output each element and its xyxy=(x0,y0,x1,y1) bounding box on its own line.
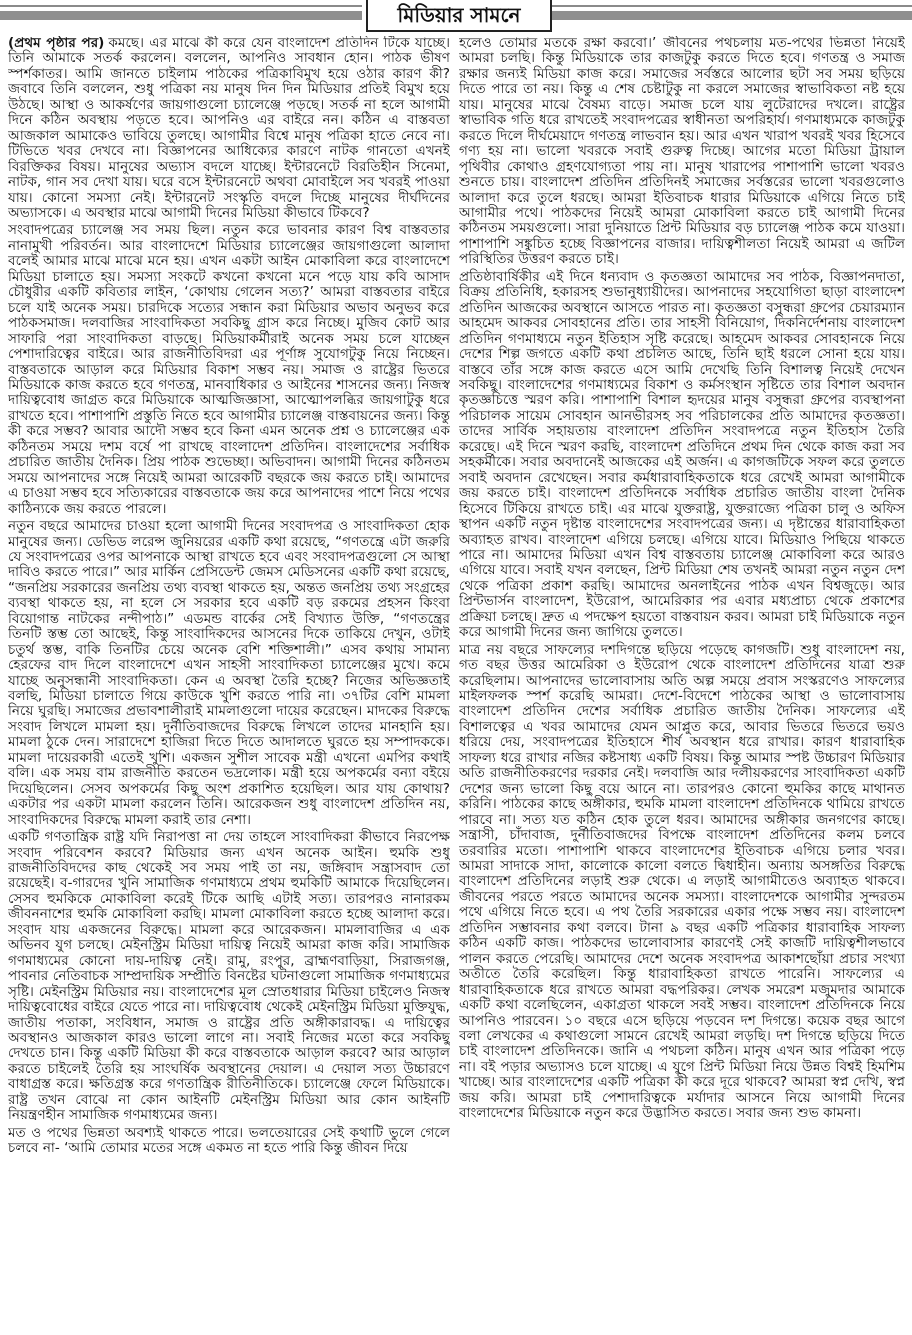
article-paragraph: প্রতিষ্ঠাবার্ষিকীর এই দিনে ধন্যবাদ ও কৃতজ্ঞতা আমাদের সব পাঠক, বিজ্ঞাপনদাতা, বিক্রয় প্রতিনিধি, হকারসহ শুভানুধ্যায়ীদের। আপনাদের সহযোগিতা ছাড়া বাংলাদেশ প্রতিদিন আজকের অবস্থানে আসতে পারত না। কৃতজ্ঞতা বসুন্ধরা গ্রুপের চেয়ারম্যান আহমেদ আকবর সোবহানের প্রতি। তার সাহসী বিনিয়োগ, দিকনির্দেশনায় বাংলাদেশ প্রতিদিন গণমাধ্যমে নতুন ইতিহাস সৃষ্টি করেছে। আহমেদ আকবর সোবহানকে নিয়ে দেশের শিল্প জগতে একটি কথা প্রচলিত আছে, তিনি ছাই ধরলে সোনা হয়ে যায়। বাস্তবে তাঁর সঙ্গে কাজ করতে এসে আমি দেখেছি তিনি বিশালত্ব নিয়েই দেখেন সবকিছু। বাংলাদেশের গণমাধ্যমের বিকাশ ও কর্মসংস্থান সৃষ্টিতে তার বিশাল অবদান কৃতজ্ঞচিত্তে স্মরণ করি। পাশাপাশি বিশাল হৃদয়ের মানুষ বসুন্ধরা গ্রুপের ব্যবস্থাপনা পরিচালক সায়েম সোবহান আনভীরসহ সব পরিচালকের প্রতি আমাদের কৃতজ্ঞতা। তাদের সার্বিক সহায়তায় বাংলাদেশ প্রতিদিন সংবাদপত্রে নতুন ইতিহাস তৈরি করেছে। এই দিনে স্মরণ করছি, বাংলাদেশ প্রতিদিনে প্রথম দিন থেকে কাজ করা সব সহকর্মীকে। সবার অবদানেই আজকের এই অর্জন। এ কাগজটিকে সফল করে তুলতে সবাই অবদান রেখেছেন। সবার কর্মধারাবাহিকতাকে ধরে রেখেই আমরা আগামীকে জয় করতে চাই। বাংলাদেশ প্রতিদিনকে সর্বাধিক প্রচারিত জাতীয় বাংলা দৈনিক হিসেবে টিকিয়ে রাখতে চাই। এর মাঝে যুক্তরাষ্ট্র, যুক্তরাজ্যে পত্রিকা চালু ও অফিস স্থাপন একটি নতুন দৃষ্টান্ত বাংলাদেশের সংবাদপত্রের জন্য। এ দৃষ্টান্তের ধারাবাহিকতা অব্যাহত রাখব। বাংলাদেশ এগিয়ে চলছে। এগিয়ে যাবে। মিডিয়াও পিছিয়ে থাকতে পারে না। আমাদের মিডিয়া এখন বিশ্ব বাস্তবতায় চ্যালেঞ্জ মোকাবিলা করে আরও এগিয়ে যাবে। সবাই যখন বলছেন, প্রিন্ট মিডিয়া শেষ তখনই আমরা নতুন নতুন দেশ থেকে পত্রিকা প্রকাশ করছি। আমাদের অনলাইনের পাঠক এখন বিশ্বজুড়ে। আর প্রিন্টভার্সন বাংলাদেশ, ইউরোপ, আমেরিকার পর এবার মধ্যপ্রাচ্য থেকে প্রকাশের প্রক্রিয়া চলছে। দ্রুত এ পদক্ষেপ হয়তো বাস্তবায়ন করব। আমরা চাই মিডিয়াকে নতুন করে আগামী দিনের জন্য জাগিয়ে তুলতে। xyxy=(459,268,905,641)
header-rule-right xyxy=(552,11,912,20)
section-header xyxy=(0,0,912,34)
header-rule-left xyxy=(0,11,362,20)
continued-from-label: (প্রথম পৃষ্ঠার পর) xyxy=(8,36,105,51)
header-rule-left-thin xyxy=(0,5,362,7)
article-paragraph: মত ও পথের ভিন্নতা অবশ্যই থাকতে পারে। ভলতেয়ারের সেই কথাটি ভুলে গেলে চলবে না- ‘আমি তোমার মতের সঙ্গে একমত না হতে পারি কিন্তু জীবন দিয়ে xyxy=(8,1124,450,1157)
article-column-right xyxy=(459,36,905,1333)
header-rule-right-thin xyxy=(552,5,912,7)
article-paragraph: নতুন বছরে আমাদের চাওয়া হলো আগামী দিনের সংবাদপত্র ও সাংবাদিকতা হোক মানুষের জন্য। ডেভিড লরেন্স জুনিয়রের একটি কথা রয়েছে, “গণতন্ত্রে এটা জরুরি যে সংবাদপত্রের ওপর আপনাকে আস্থা রাখতে হবে এবং সংবাদপত্রগুলো সে আস্থা দাবিও করতে পারে।” আর মার্কিন প্রেসিডেন্ট জেমস মেডিসনের একটি কথা রয়েছে, “জনপ্রিয় সরকারের জনপ্রিয় তথ্য ব্যবস্থা থাকতে হয়, অন্তত জনপ্রিয় তথ্য সংগ্রহের ব্যবস্থা থাকতে হয়, না হলে সে সরকার হবে একটি বড় রকমের প্রহসন কিংবা বিয়োগান্ত নাটকের নন্দীপাঠ।” এডমন্ড বার্কের সেই বিখ্যাত উক্তি, “গণতন্ত্রের তিনটি স্তম্ভ তো আছেই, কিন্তু সাংবাদিকদের আসনের দিকে তাকিয়ে দেখুন, ওটাই চতুর্থ স্তম্ভ, বাকি তিনটির চেয়ে অনেক বেশি শক্তিশালী।” এসব কথায় সামান্য হেরফের বাদ দিলে বাংলাদেশে এখন সাহসী সাংবাদিকতা চ্যালেঞ্জের মুখে। কমে যাচ্ছে অনুসন্ধানী সাংবাদিকতা। কেন এ অবস্থা তৈরি হচ্ছে? নিজের অভিজ্ঞতাই বলছি, মিডিয়া চালাতে গিয়ে কাউকে খুশি করতে পারি না। ৩৭টির বেশি মামলা নিয়ে ঘুরছি। সমাজের প্রভাবশালীরাই মামলাগুলো দায়ের করেছেন। মাদকের বিরুদ্ধে সংবাদ লিখলে মামলা হয়। দুর্নীতিবাজদের বিরুদ্ধে লিখলে তাদের মানহানি হয়। মামলা ঠুকে দেন। সারাদেশে হাজিরা দিতে দিতে আদালতে ঘুরতে হয় সম্পাদককে। মামলা দায়েরকারী এতেই খুশি। একজন সুশীল সাবেক মন্ত্রী এখনো এমপির কথাই বলি। এক সময় বাম রাজনীতি করতেন ভদ্রলোক। মন্ত্রী হয়ে অপকর্মের বন্যা বইয়ে দিয়েছিলেন। সেসব অপকর্মের কিছু অংশ প্রকাশিত হয়েছিল। আর যায় কোথায়? একটার পর একটা মামলা করলেন তিনি। আরেকজন শুধু বাংলাদেশ প্রতিদিন নয়, সাংবাদিকদের বিরুদ্ধে মামলা করাই তার নেশা। xyxy=(8,518,450,828)
article-paragraph: সংবাদপত্রের চ্যালেঞ্জ সব সময় ছিল। নতুন করে ভাবনার কারণ বিশ্ব বাস্তবতার নানামুখী পরিবর্তন। আর বাংলাদেশে মিডিয়ার চ্যালেঞ্জের জায়গাগুলো আলাদা বলেই আমার মাঝে মাঝে মনে হয়। এখন একটা আইন মোকাবিলা করে বাংলাদেশে মিডিয়া চালাতে হয়। সমস্যা সংকটে কখনো কখনো মনে পড়ে যায় কবি আসাদ চৌধুরীর একটি কবিতার লাইন, ‘কোথায় গেলেন সত্য?’ আমরা বাস্তবতার বাইরে চলে যাই অনেক সময়। চারদিকে সত্যের সন্ধান করা মিডিয়ার অভাব অনুভব করে পাঠকসমাজ। দলবাজির সাংবাদিকতা সবকিছু গ্রাস করে নিচ্ছে। মুজিব কোট আর সাফারি পরা সাংবাদিকতা বাড়ছে। মিডিয়াকর্মীরাই অনেক সময় চলে যাচ্ছেন পেশাদারিত্বের বাইরে। আর রাজনীতিবিদরা এর পূর্ণাঙ্গ সুযোগটুকু নিয়ে নিচ্ছেন। বাস্তবতাকে আড়াল করে মিডিয়ার বিকাশ সম্ভব নয়। সমাজ ও রাষ্ট্রের ভিতরে মিডিয়াকে কাজ করতে হবে গণতন্ত্র, মানবাধিকার ও আইনের শাসনের জন্য। নিজস্ব দায়িত্ববোধ জাগ্রত করে মিডিয়াকে আত্মজিজ্ঞাসা, আত্মোপলব্ধির জায়গাটুকু ধরে রাখতে হবে। পাশাপাশি প্রস্তুতি নিতে হবে আগামীর চ্যালেঞ্জ বাস্তবায়নের জন্য। কিন্তু কী করে সম্ভব? আবার আদৌ সম্ভব হবে কিনা এমন অনেক প্রশ্ন ও চ্যালেঞ্জের এক কঠিনতম সময়ে দশম বর্ষে পা রাখছে বাংলাদেশ প্রতিদিন। বাংলাদেশের সর্বাধিক প্রচারিত জাতীয় দৈনিক। প্রিয় পাঠক শুভেচ্ছা। অভিবাদন। আগামী দিনের কঠিনতম সময়ে আপনাদের সঙ্গে নিয়েই আমরা আরেকটি বছরকে জয় করতে চাই। আমাদের এ চাওয়া সম্ভব হবে সত্যিকারের বাস্তবতাকে জয় করে আপনাদের পাশে নিয়ে পথের কাঠিন্যকে জয় করতে পারলে। xyxy=(8,222,450,517)
article-column-left xyxy=(8,36,450,1333)
section-title: মিডিয়ার সামনে xyxy=(366,0,552,32)
paragraph-text: কমছে। এর মাঝে কী করে যেন বাংলাদেশ প্রতিদিন টিকে যাচ্ছে। তিনি আমাকে সতর্ক করলেন। বললেন, আপনিও সাবধান হোন। পাঠক ভীষণ স্পর্শকাতর। আমি জানতে চাইলাম পাঠকের পত্রিকাবিমুখ হয়ে ওঠার কারণ কী? জবাবে তিনি বললেন, শুধু পত্রিকা নয় মানুষ দিন দিন মিডিয়ার প্রতিই বিমুখ হয়ে উঠছে। আস্থা ও আকর্ষণের জায়গাগুলো চ্যালেঞ্জে পড়ছে। সতর্ক না হলে আগামী দিনে কঠিন অবস্থায় পড়তে হবে। আপনিও এর বাইরে নন। কঠিন এ বাস্তবতা আজকাল আমাকেও ভাবিয়ে তুলছে। আগামীর বিশ্বে মানুষ পত্রিকা হাতে নেবে না। টিভিতে খবর দেখবে না। বিজ্ঞাপনের আধিক্যের কারণে নাটক গানতো এখনই বিরক্তিকর বিষয়। মানুষের অভ্যাস বদলে যাচ্ছে। ইন্টারনেটে বিরতিহীন সিনেমা, নাটক, গান সব দেখা যায়। ঘরে বসে ইন্টারনেটে অথবা মোবাইলে সব খবরই পাওয়া যায়। কোনো সমস্যা নেই। ইন্টারনেট সংস্কৃতি বদলে দিচ্ছে মানুষের দীর্ঘদিনের অভ্যাসকে। এ অবস্থার মাঝে আগামী দিনের মিডিয়া কীভাবে টিকবে? xyxy=(8,36,450,221)
article-paragraph xyxy=(8,36,450,221)
article-paragraph: একটি গণতান্ত্রিক রাষ্ট্র যদি নিরাপত্তা না দেয় তাহলে সাংবাদিকরা কীভাবে নিরপেক্ষ সংবাদ পরিবেশন করবে? মিডিয়ার জন্য এখন অনেক আইন। হুমকি শুধু রাজনীতিবিদদের কাছ থেকেই সব সময় পাই তা নয়, জঙ্গিবাদ সন্ত্রাসবাদ তো রয়েছেই। ব-গারদের খুনি সামাজিক গণমাধ্যমে প্রথম হুমকিটি আমাকে দিয়েছিলেন। সেসব হুমকিকে মোকাবিলা করেই টিকে আছি এটাই সত্য। তারপরও নানারকম জীবননাশের হুমকি মোকাবিলা করছি। মামলা মোকাবিলা করতে হচ্ছে আলাদা করে। সংবাদ যায় একজনের বিরুদ্ধে। মামলা করে আরেকজন। মামলাবাজির এ এক অভিনব যুগ চলছে। মেইনস্ট্রিম মিডিয়া দায়িত্ব নিয়েই আমরা কাজ করি। সামাজিক গণমাধ্যমের কোনো দায়-দায়িত্ব নেই। রামু, রংপুর, ব্রাহ্মণবাড়িয়া, সিরাজগঞ্জ, পাবনার নেতিবাচক সাম্প্রদায়িক সম্প্রীতি বিনষ্টের ঘটনাগুলো সামাজিক গণমাধ্যমের সৃষ্টি। মেইনস্ট্রিম মিডিয়ার নয়। বাংলাদেশের মূল স্রোতধারার মিডিয়া চাইলেও নিজস্ব দায়িত্ববোধের বাইরে যেতে পারে না। দায়িত্ববোধ থেকেই মেইনস্ট্রিম মিডিয়া মুক্তিযুদ্ধ, জাতীয় পতাকা, সংবিধান, সমাজ ও রাষ্ট্রের প্রতি অঙ্গীকারাবদ্ধ। এ দায়িত্বের অবস্থানও আজকাল কারও ভালো লাগে না। সবাই নিজের মতো করে সবকিছু দেখতে চান। কিন্তু একটি মিডিয়া কী করে বাস্তবতাকে আড়াল করবে? আর আড়াল করতে চাইলেই তৈরি হয় সাংঘর্ষিক অবস্থানের দেয়াল। এ দেয়াল সত্য উচ্চারণে বাধাগ্রস্ত করে। ক্ষতিগ্রস্ত করে গণতান্ত্রিক রীতিনীতিকে। চ্যালেঞ্জে ফেলে মিডিয়াকে। রাষ্ট্র তখন বোঝে না কোন আইনটি মেইনস্ট্রিম মিডিয়া আর কোন আইনটি নিয়ন্ত্রণহীন সামাজিক গণমাধ্যমের জন্য। xyxy=(8,829,450,1124)
article-paragraph: মাত্র নয় বছরে সাফল্যের দশদিগন্তে ছড়িয়ে পড়েছে কাগজটি। শুধু বাংলাদেশ নয়, গত বছর উত্তর আমেরিকা ও ইউরোপ থেকে বাংলাদেশ প্রতিদিনের যাত্রা শুরু করেছিলাম। আপনাদের ভালোবাসায় অতি অল্প সময়ে প্রবাস সংস্করণেও সাফল্যের মাইলফলক স্পর্শ করেছি আমরা। দেশে-বিদেশে পাঠকের আস্থা ও ভালোবাসায় বাংলাদেশ প্রতিদিন দেশের সর্বাধিক প্রচারিত জাতীয় দৈনিক। সাফল্যের এই বিশালত্বের এ খবর আমাদের যেমন আপ্লুত করে, আবার ভিতরে ভিতরে ভয়ও ধরিয়ে দেয়, সংবাদপত্রের ইতিহাসে শীর্ষ অবস্থান ধরে রাখার। কারণ ধারাবাহিক সাফল্য ধরে রাখার নজির কষ্টসাধ্য একটি বিষয়। কিন্তু আমার স্পষ্ট উচ্চারণ মিডিয়ার অতি রাজনীতিকরণের দরকার নেই। দলবাজি আর দলীয়করণের সাংবাদিকতা একটি দেশের জন্য ভালো কিছু বয়ে আনে না। তারপরও কোনো হুমকির কাছে মাথানত করিনি। পাঠকের কাছে অঙ্গীকার, হুমকি মামলা বাংলাদেশ প্রতিদিনকে থামিয়ে রাখতে পারবে না। সত্য যত কঠিন হোক তুলে ধরব। আমাদের অঙ্গীকার জনগণের কাছে। সন্ত্রাসী, চাঁদাবাজ, দুর্নীতিবাজদের বিপক্ষে বাংলাদেশ প্রতিদিনের কলম চলবে তরবারির মতো। পাশাপাশি থাকবে বাংলাদেশের ইতিবাচক এগিয়ে চলার খবর। আমরা সাদাকে সাদা, কালোকে কালো বলতে দ্বিধাহীন। অন্যায় অসঙ্গতির বিরুদ্ধে বাংলাদেশ প্রতিদিনের লড়াই শুরু থেকে। এ লড়াই আগামীতেও অব্যাহত থাকবে। জীবনের পরতে পরতে আমাদের অনেক সমস্যা। বাংলাদেশকে আগামীর সুন্দরতম পথে এগিয়ে নিতে হবে। এ পথ তৈরি সরকারের একার পক্ষে সম্ভব নয়। বাংলাদেশ প্রতিদিন সম্ভাবনার কথা বলবে। টানা ৯ বছর একটি পত্রিকার ধারাবাহিক সাফল্য কঠিন একটি কাজ। পাঠকদের ভালোবাসার কারণেই সেই কাজটি দায়িত্বশীলভাবে পালন করতে পেরেছি। আমাদের দেশে অনেক সংবাদপত্র আকাশছোঁয়া প্রচার সংখ্যা অতীতে তৈরি করেছিল। কিন্তু ধারাবাহিকতা রাখতে পারেনি। সাফল্যের এ ধারাবাহিকতাকে ধরে রাখতে আমরা বদ্ধপরিকর। লেখক সমরেশ মজুমদার আমাকে একটি কথা বলেছিলেন, একাগ্রতা থাকলে সবই সম্ভব। বাংলাদেশ প্রতিদিনকে নিয়ে আপনিও পারবেন। ১০ বছরে এসে ছড়িয়ে পড়বেন দশ দিগন্তে। কয়েক বছর আগে বলা লেখকের এ কথাগুলো সামনে রেখেই আমরা লড়ছি। দশ দিগন্তে ছড়িয়ে দিতে চাই বাংলাদেশ প্রতিদিনকে। জানি এ পথচলা কঠিন। মানুষ এখন আর পত্রিকা পড়ে না। বই পড়ার অভ্যাসও চলে যাচ্ছে। এ যুগে প্রিন্ট মিডিয়া নিয়ে উন্নত বিশ্বই হিমশিম খাচ্ছে। আর বাংলাদেশের একটি পত্রিকা কী করে দূরে থাকবে? আমরা স্বপ্ন দেখি, স্বপ্ন জয় করি। আমরা চাই পেশাদারিত্বকে মর্যাদার আসনে নিয়ে আগামী দিনের বাংলাদেশের মিডিয়াকে নতুন করে উদ্ভাসিত করতে। সবার জন্য শুভ কামনা। xyxy=(459,641,905,1122)
article-paragraph: হলেও তোমার মতকে রক্ষা করবো।’ জীবনের পথচলায় মত-পথের ভিন্নতা নিয়েই আমরা চলছি। কিন্তু মিডিয়াকে তার কাজটুকু করতে দিতে হবে। গণতন্ত্র ও সমাজ রক্ষার জন্যই মিডিয়া কাজ করে। সমাজের সর্বস্তরে আলোর ছটা সব সময় ছড়িয়ে দিতে পারে তা নয়। কিন্তু এ শেষ চেষ্টাটুকু না করলে সমাজের স্বাভাবিকতা নষ্ট হয়ে যায়। মানুষের মাঝে বৈষম্য বাড়ে। সমাজ চলে যায় লুটেরাদের দখলে। রাষ্ট্রের স্বাভাবিক গতি ধরে রাখতেই সংবাদপত্রের স্বাধীনতা অপরিহার্য। গণমাধ্যমকে কাজটুকু করতে দিলে দীর্ঘমেয়াদে গণতন্ত্র লাভবান হয়। আর এখন খারাপ খবরই খবর হিসেবে গণ্য হয় না। ভালো খবরকে সবাই গুরুত্ব দিচ্ছে। আগের মতো মিডিয়া ট্রায়াল পৃথিবীর কোথাও গ্রহণযোগ্যতা পায় না। মানুষ খারাপের পাশাপাশি ভালো খবরও শুনতে চায়। বাংলাদেশ প্রতিদিন প্রতিদিনই সমাজের সর্বস্তরের ভালো খবরগুলোও আলাদা করে তুলে ধরছে। আমরা ইতিবাচক ধারার মিডিয়াকে এগিয়ে নিতে চাই আগামীর পথে। পাঠকদের নিয়েই আমরা মোকাবিলা করতে চাই আগামী দিনের কঠিনতম সময়গুলো। সারা দুনিয়াতে প্রিন্ট মিডিয়ার বড় চ্যালেঞ্জ পাঠক কমে যাওয়া। পাশাপাশি সঙ্কুচিত হচ্ছে বিজ্ঞাপনের বাজার। দায়িত্বশীলতা নিয়েই আমরা এ জটিল পরিস্থিতির উত্তরণ করতে চাই। xyxy=(459,36,905,268)
